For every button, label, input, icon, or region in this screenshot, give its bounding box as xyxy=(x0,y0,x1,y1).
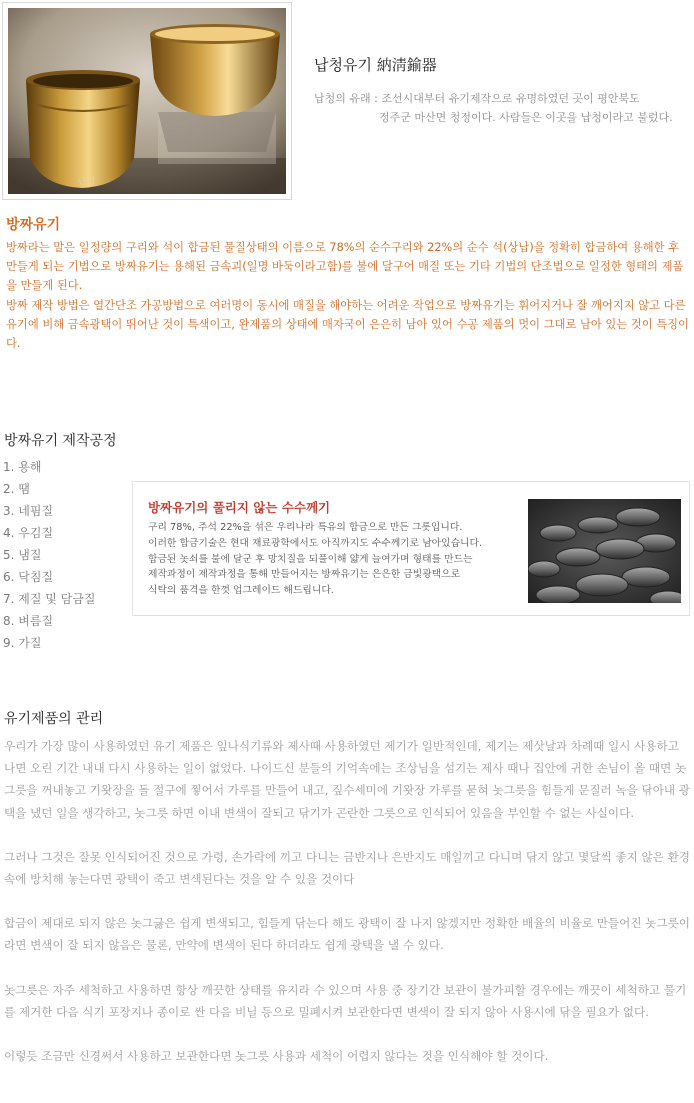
care-paragraph: 놋그릇은 자주 세척하고 사용하면 항상 깨끗한 상태를 유지라 수 있으며 사용 중 장기간 보관이 불가피할 경우에는 깨끗이 세척하고 물기를 제거한 다음 식기 포장지나 종이로 싼 다음 비닐 등으로 밀폐시켜 보관한다면 변색이 잘 되지 않아 사용시에 닦을 필요가 없다. xyxy=(4,982,687,1019)
care-paragraph: 합금이 제대로 되지 않은 놋그긇은 쉽게 변색되고, 힘들게 닦는다 해도 광택이 잘 나지 않겠지만 정확한 배율의 비율로 만들어진 놋그릇이라면 변색이 잘 되지 않음은 물론, 만약에 변색이 된다 하더라도 쉽게 광택을 낼 수 있다. xyxy=(4,916,691,953)
mystery-box-title: 방짜유기의 풀리지 않는 수수께기 xyxy=(148,500,331,515)
process-section-title: 방짜유기 제작공정 xyxy=(4,433,117,449)
process-step: 6. 닥침질 xyxy=(3,570,54,584)
process-step: 3. 네핌질 xyxy=(3,504,54,518)
process-step: 2. 땜 xyxy=(3,482,30,496)
mystery-box-line: 제작과정이 제작과정을 통해 만들어지는 방짜유기는 은은한 금빛광택으로 xyxy=(148,569,461,581)
process-step: 9. 가질 xyxy=(3,636,42,650)
process-step: 1. 용해 xyxy=(3,460,42,474)
page-title: 납청유기 納淸鍮器 xyxy=(314,56,437,74)
mystery-box-line: 이러한 합금기술은 현대 재료광학에서도 아직까지도 수수께기로 남아있습니다. xyxy=(148,537,483,549)
bangjja-section-body xyxy=(6,238,691,353)
brass-bowls-photo xyxy=(8,8,286,194)
hero-photo-frame xyxy=(2,2,292,200)
process-step: 7. 제질 및 담금질 xyxy=(3,592,96,606)
process-step: 4. 우김질 xyxy=(3,526,54,540)
mystery-box-line: 구리 78%, 주석 22%을 섞은 우리나라 특유의 합금으로 만든 그릇입니다. xyxy=(148,522,463,533)
bangjja-paragraph-1: 방짜라는 말은 일정량의 구리와 석이 합금된 물질상태의 이름으로 78%의 순수구리와 22%의 순수 석(상납)을 정확히 합금하여 용해한 후 만들게 되는 기법으로 방짜유기는 용해된 금속괴(일명 바둑이라고함)를 불에 달구어 매질 또는 기타 기법의 단조법으로 일정한 형태의 제품을 만들게 된다. xyxy=(6,241,684,293)
brass-coins-photo xyxy=(528,499,681,603)
care-section-body xyxy=(4,735,691,1089)
brass-coins-illustration xyxy=(528,499,681,603)
care-paragraph: 이렇듯 조금만 신경써서 사용하고 보관한다면 놋그릇 사용과 세척이 어렵지 않다는 것을 인식해야 할 것이다. xyxy=(4,1049,549,1064)
process-steps-list xyxy=(3,456,95,654)
process-step: 8. 벼름질 xyxy=(3,614,54,628)
brass-bowls-illustration xyxy=(8,8,286,194)
care-paragraph: 우리가 가장 많이 사용하였던 유기 제품은 잎나식기류와 제사때 사용하였던 제기가 일반적인데, 제기는 제삿날과 차례때 일시 사용하고 나면 오린 기간 내내 다시 사용하는 일이 없었다. 나이드신 분들의 기억속에는 조상님을 섬기는 제사 때나 집안에 귀한 손님이 올 때면 놋그릇을 꺼내놓고 기왓장을 돌 절구에 찧어서 가루를 만들어 내고, 짚수세미에 기왓장 가루를 묻혀 놋그릇을 힘들게 문질러 녹을 닦아내 광택을 냈던 일을 생각하고, 놋그릇 하면 이내 변색이 잘되고 닦기가 곤란한 그릇으로 인식되어 있음을 부인할 수 없는 사실이다. xyxy=(4,739,691,820)
care-section-title: 유기제품의 관리 xyxy=(4,711,104,727)
mystery-box-line: 식탁의 품격을 한껏 업그레이드 해드립니다. xyxy=(148,585,334,597)
process-step: 5. 냄질 xyxy=(3,548,42,562)
mystery-box-line: 합금된 놋쇠를 불에 달군 후 망치질을 되풀이해 얇게 늘여가며 형태를 만드는 xyxy=(148,553,473,565)
care-paragraph: 그러나 그것은 잘못 인식되어진 것으로 가령, 손가락에 끼고 다니는 금반지나 은반지도 매일끼고 다니며 닦지 않고 몇달씩 좋지 않은 환경 속에 방치해 놓는다면 광택이 죽고 변색된다는 것을 알 수 있을 것이다 xyxy=(4,849,691,887)
origin-line-2: 정주군 마산면 청정이다. 사람들은 이곳을 납청이라고 불렀다. xyxy=(379,111,673,124)
bangjja-paragraph-2: 방짜 제작 방법은 열간단조 가공방법으로 여러명이 동시에 매질을 해야하는 어려운 작업으로 방짜유기는 휘어지거나 잘 깨어지지 않고 다른 유기에 비해 금속광택이 뛰어난 것이 특색이고, 완제품의 상태에 매자국이 은은히 남아 있어 수공 제품의 멋이 그대로 남아 있는 것이 특징이다. xyxy=(6,298,689,351)
bangjja-section-title: 방짜유기 xyxy=(6,217,61,233)
mystery-info-box xyxy=(132,481,690,616)
photo-signature: 근정 xyxy=(78,177,96,187)
origin-line-1: 납청의 유래 : 조선시대부터 유기제작으로 유명하였던 곳이 평안북도 xyxy=(314,92,640,105)
origin-description xyxy=(314,89,673,127)
mystery-box-body xyxy=(148,520,518,599)
